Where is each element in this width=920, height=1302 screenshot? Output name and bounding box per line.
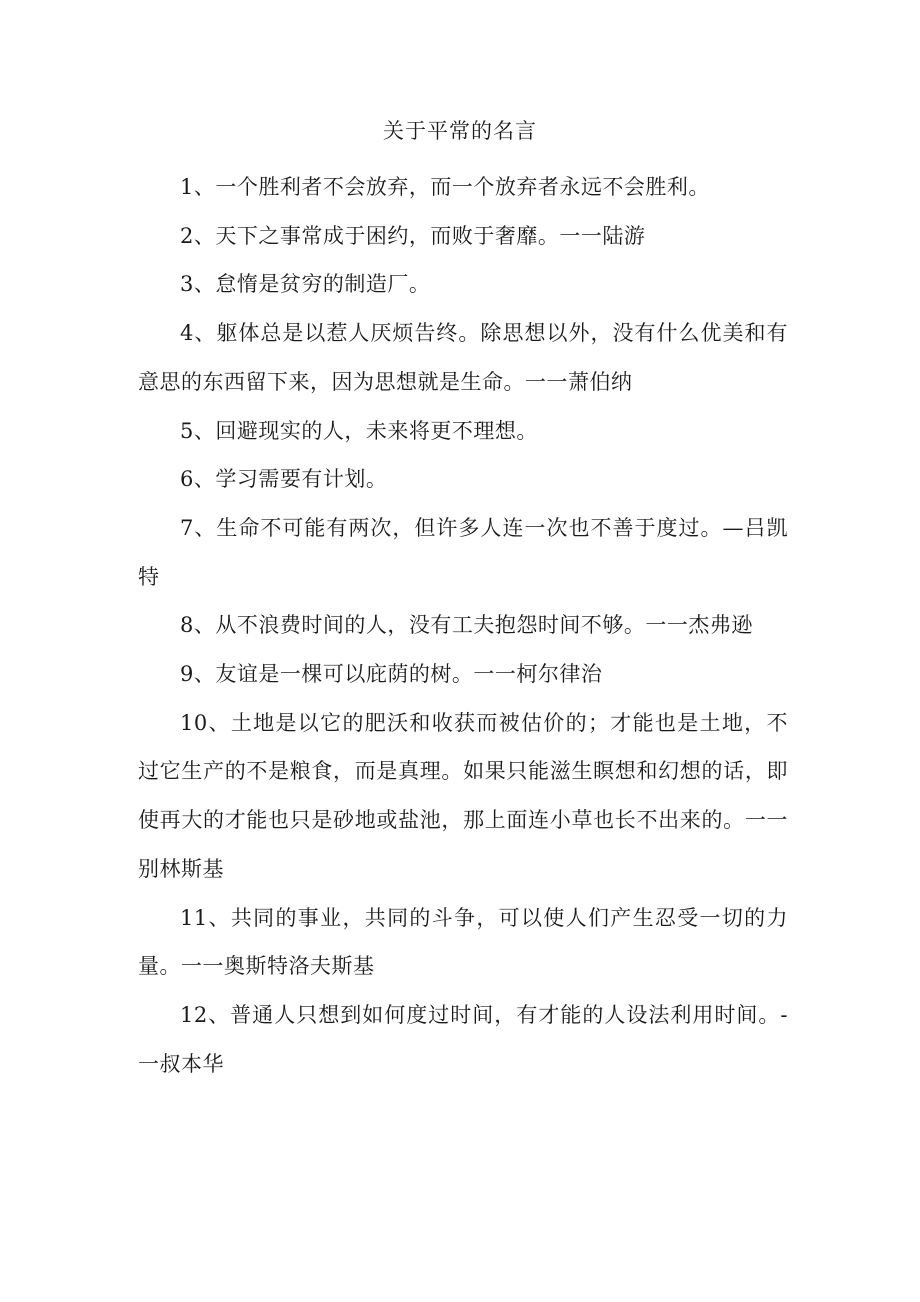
quote-paragraph-5: 5、回避现实的人，未来将更不理想。	[180, 418, 538, 443]
quote-paragraph-8: 8、从不浪费时间的人，没有工夫抱怨时间不够。一一杰弗逊	[180, 613, 753, 638]
quote-paragraph-3: 3、怠惰是贫穷的制造厂。	[180, 272, 431, 297]
quote-paragraph-7: 7、生命不可能有两次，但许多人连一次也不善于度过。—吕凯特	[138, 515, 788, 589]
quote-paragraph-2: 2、天下之事常成于困约，而败于奢靡。一一陆游	[180, 223, 646, 248]
quote-paragraph-12: 12、普通人只想到如何度过时间，有才能的人设法利用时间。-一叔本华	[138, 1002, 788, 1076]
document-body	[138, 163, 788, 1088]
quote-paragraph-9: 9、友谊是一棵可以庇荫的树。一一柯尔律治	[180, 662, 603, 687]
quote-paragraph-4: 4、躯体总是以惹人厌烦告终。除思想以外，没有什么优美和有意思的东西留下来，因为思想就是生命。一一萧伯纳	[138, 321, 788, 394]
quote-paragraph-6: 6、学习需要有计划。	[180, 467, 388, 492]
quote-paragraph-10: 10、土地是以它的肥沃和收获而被估价的；才能也是土地，不过它生产的不是粮食，而是真理。如果只能滋生瞑想和幻想的话，即使再大的才能也只是砂地或盐池，那上面连小草也长不出来的。一一别林斯基	[138, 710, 788, 881]
quote-paragraph-11: 11、共同的事业，共同的斗争，可以使人们产生忍受一切的力量。一一奥斯特洛夫斯基	[138, 905, 788, 979]
document-title: 关于平常的名言	[383, 119, 537, 143]
quote-paragraph-1: 1、一个胜利者不会放弃，而一个放弃者永远不会胜利。	[180, 175, 710, 199]
